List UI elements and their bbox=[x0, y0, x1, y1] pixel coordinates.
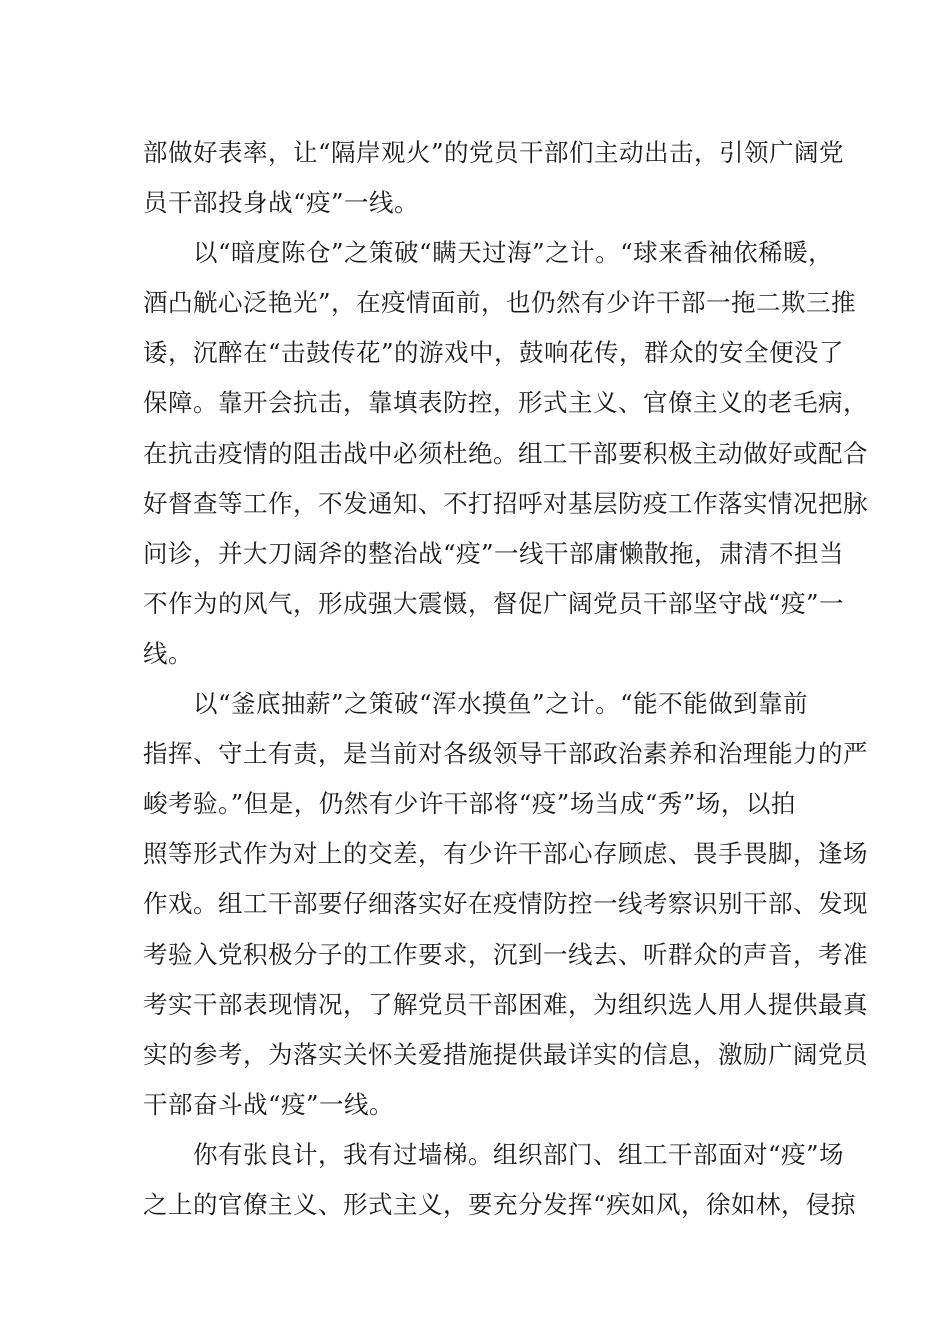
text-line: 以“釜底抽薪”之策破“浑水摸鱼”之计。“能不能做到靠前 bbox=[143, 689, 809, 719]
text-line: 考验入党积极分子的工作要求，沉到一线去、听群众的声音，考准 bbox=[143, 939, 868, 969]
text-line: 指挥、守土有责，是当前对各级领导干部政治素养和治理能力的严 bbox=[143, 739, 868, 769]
text-line: 不作为的风气，形成强大震慑，督促广阔党员干部坚守战“疫”一 bbox=[143, 588, 845, 618]
text-line: 员干部投身战“疫”一线。 bbox=[143, 188, 420, 218]
text-line: 照等形式作为对上的交差，有少许干部心存顾虑、畏手畏脚，逢场 bbox=[143, 839, 868, 869]
text-line: 部做好表率，让“隔岸观火”的党员干部们主动出击，引领广阔党 bbox=[143, 138, 845, 167]
text-line: 作戏。组工干部要仔细落实好在疫情防控一线考察识别干部、发现 bbox=[143, 889, 868, 919]
text-line: 你有张良计，我有过墙梯。组织部门、组工干部面对“疫”场 bbox=[143, 1139, 845, 1169]
body-text bbox=[143, 128, 868, 1230]
text-line: 以“暗度陈仓”之策破“瞒天过海”之计。“球来香袖依稀暖， bbox=[143, 238, 834, 268]
text-line: 问诊，并大刀阔斧的整治战“疫”一线干部庸懒散拖，肃清不担当 bbox=[143, 538, 845, 568]
text-line: 保障。靠开会抗击，靠填表防控，形式主义、官僚主义的老毛病， bbox=[143, 388, 868, 418]
text-line: 酒凸觥心泛艳光”，在疫情面前，也仍然有少许干部一拖二欺三推 bbox=[143, 288, 857, 318]
text-line: 考实干部表现情况，了解党员干部困难，为组织选人用人提供最真 bbox=[143, 989, 868, 1019]
text-line: 之上的官僚主义、形式主义，要充分发挥“疾如风，徐如林，侵掠 bbox=[143, 1189, 857, 1219]
text-line: 实的参考，为落实关怀关爱措施提供最详实的信息，激励广阔党员 bbox=[143, 1039, 868, 1069]
text-line: 诿，沉醉在“击鼓传花”的游戏中，鼓响花传，群众的安全便没了 bbox=[143, 338, 845, 368]
text-line: 峻考验。”但是，仍然有少许干部将“疫”场当成“秀”场，以拍 bbox=[143, 789, 796, 819]
text-line: 好督查等工作，不发通知、不打招呼对基层防疫工作落实情况把脉 bbox=[143, 488, 868, 518]
text-line: 干部奋斗战“疫”一线。 bbox=[143, 1089, 395, 1119]
text-line: 在抗击疫情的阻击战中必须杜绝。组工干部要积极主动做好或配合 bbox=[143, 438, 868, 468]
text-line: 线。 bbox=[143, 638, 193, 668]
